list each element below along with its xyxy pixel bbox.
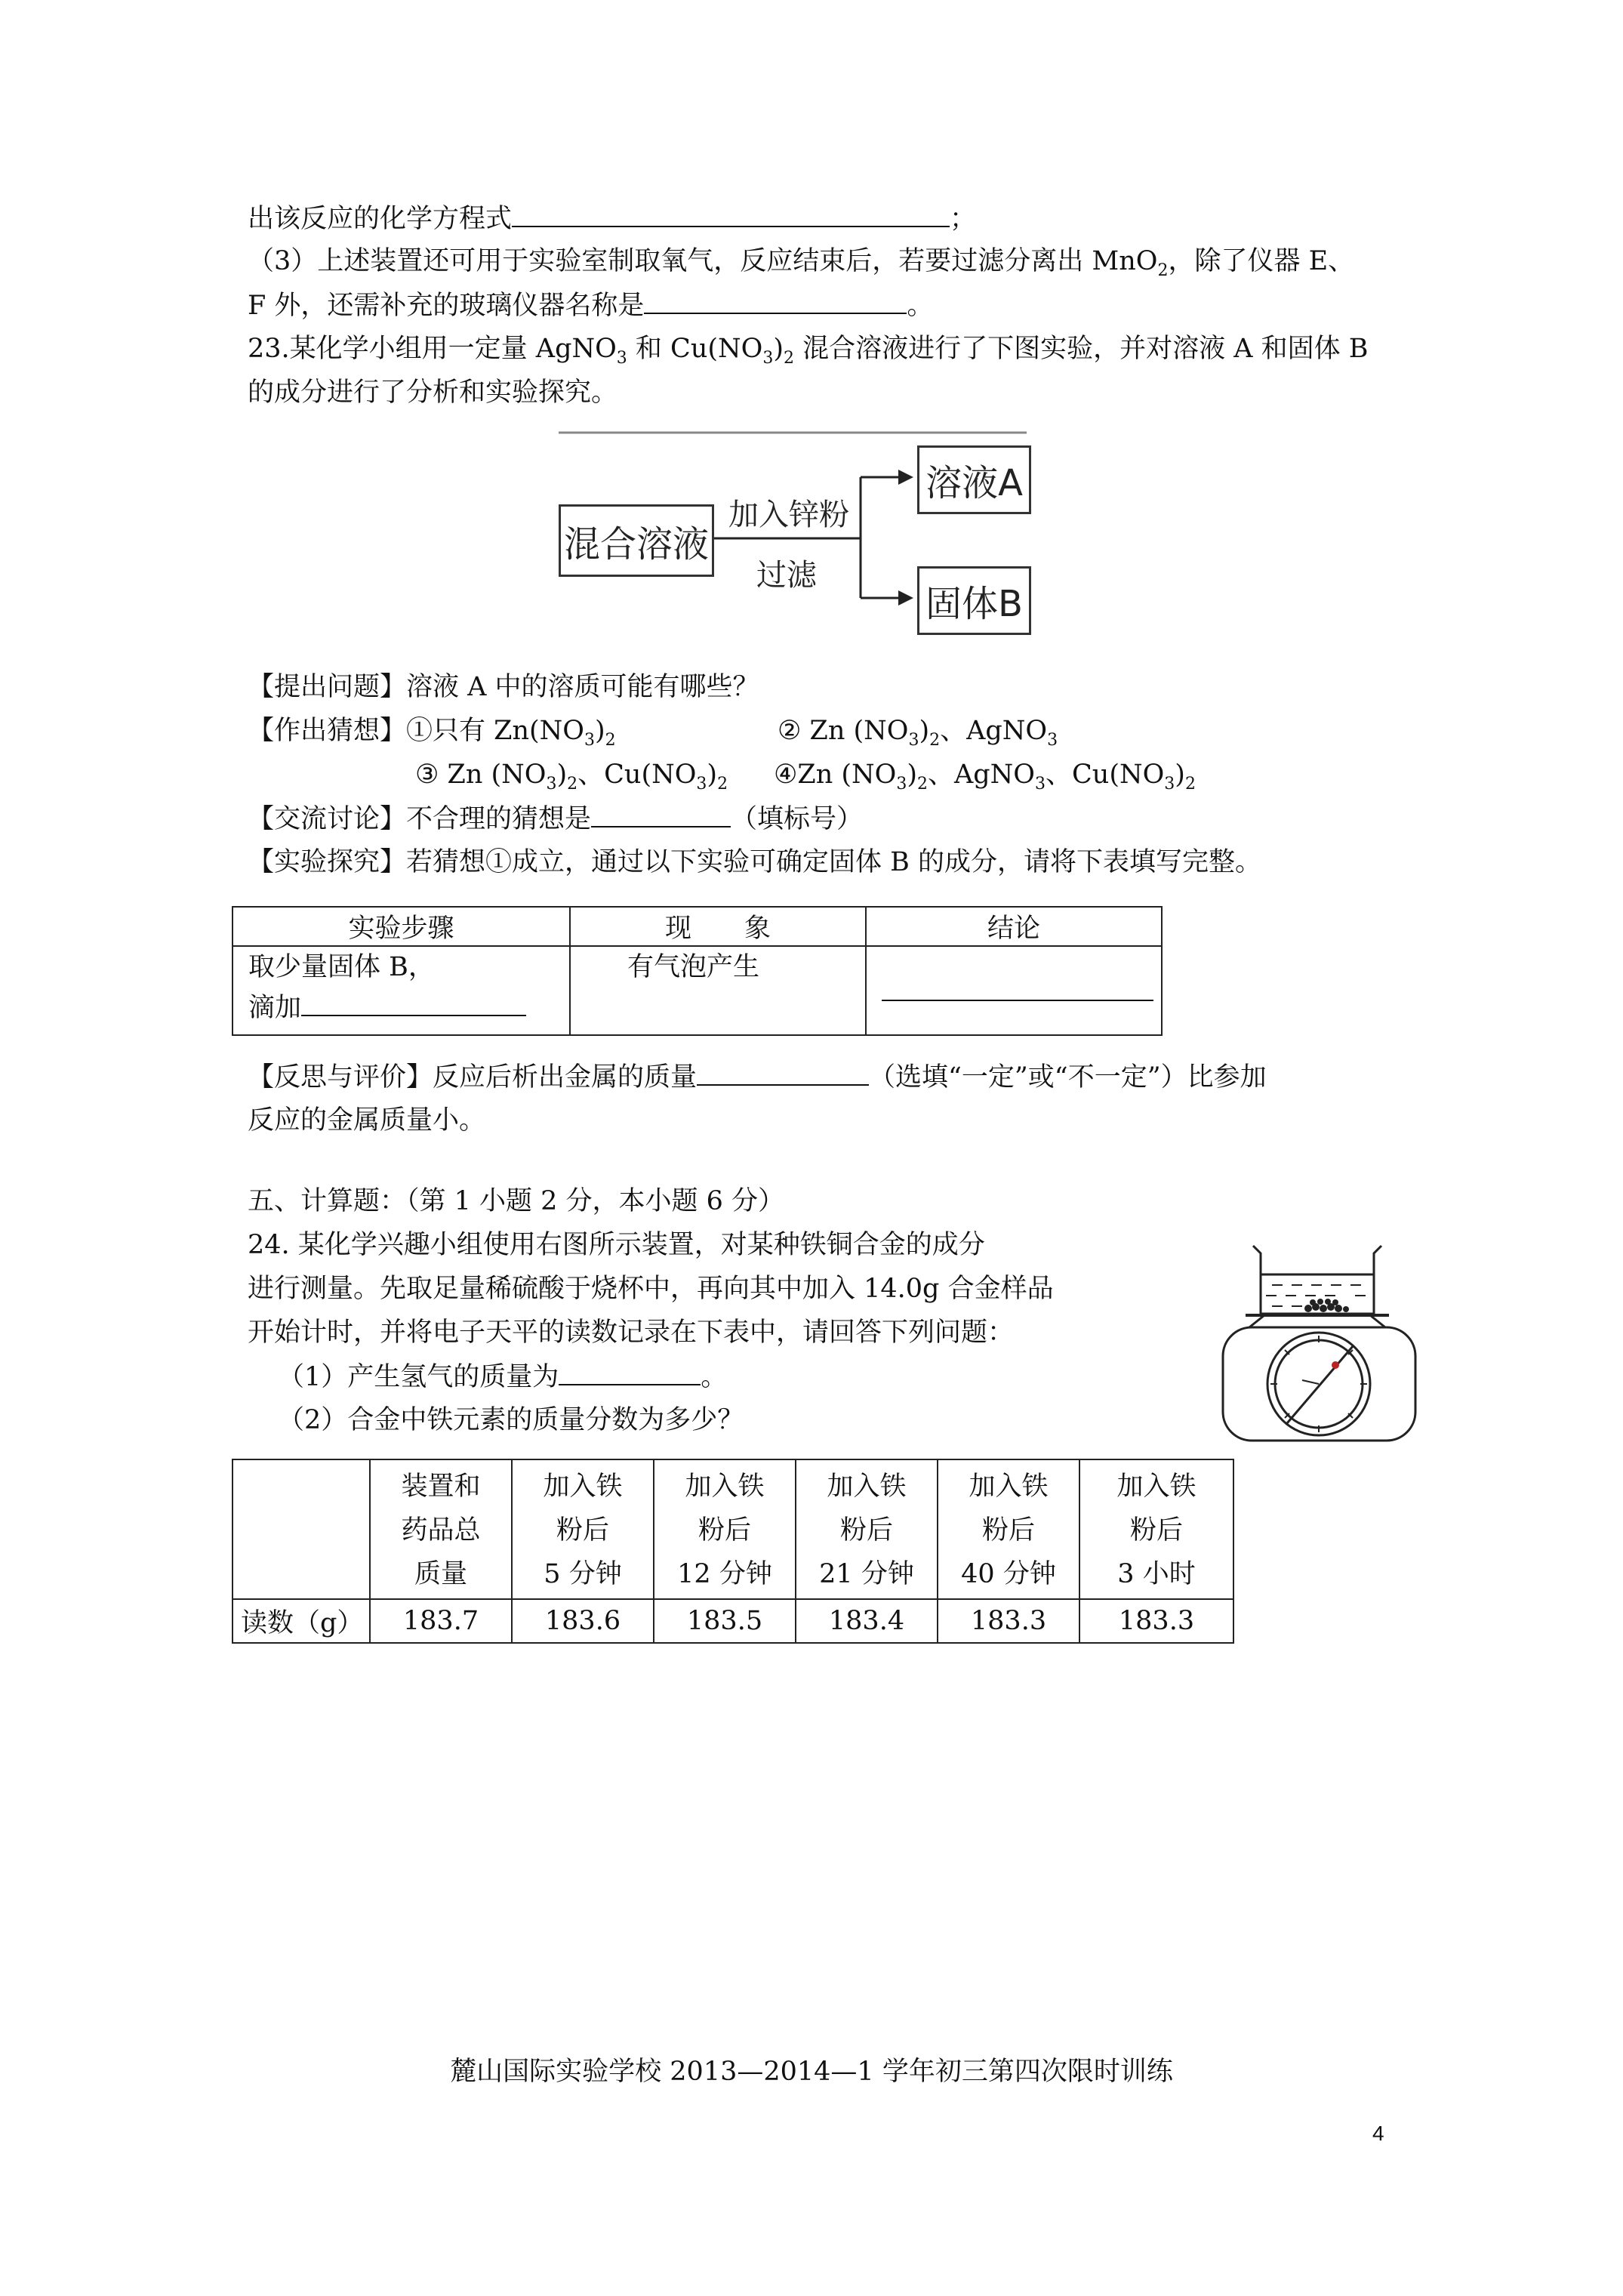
reading-value: 183.5 bbox=[654, 1599, 796, 1643]
reading-row-label: 读数（g） bbox=[233, 1599, 370, 1643]
q24-sub2: （2）合金中铁元素的质量分数为多少？ bbox=[278, 1405, 744, 1435]
q23-intro-line1: 23.某化学小组用一定量 AgNO$_3$ 和 $Cu(NO_3)_2$ 混合溶液进行了下图实验，并对溶液 A 和固体 B bbox=[248, 334, 1369, 368]
guess-line1: 【作出猜想】①只有 $Zn(NO_3)_2$ bbox=[248, 716, 616, 750]
filter-label: 过滤 bbox=[756, 558, 817, 593]
header-phenomenon: 现 象 bbox=[570, 907, 866, 946]
solution-a-box: 溶液A bbox=[917, 445, 1031, 514]
reflect-line2: 反应的金属质量小。 bbox=[248, 1105, 486, 1136]
balance-beaker-figure bbox=[1219, 1231, 1423, 1450]
reading-value: 183.6 bbox=[512, 1599, 654, 1643]
header-step: 实验步骤 bbox=[233, 907, 570, 946]
reading-value: 183.4 bbox=[796, 1599, 938, 1643]
explore-line: 【实验探究】若猜想①成立，通过以下实验可确定固体 B 的成分，请将下表填写完整。 bbox=[248, 847, 1261, 877]
q22-line2: （3）上述装置还可用于实验室制取氧气，反应结束后，若要过滤分离出 MnO$_2$，除了仪器 E、 bbox=[248, 246, 1355, 280]
step-text: 取少量固体 B， bbox=[248, 952, 435, 982]
header-conclusion: 结论 bbox=[866, 907, 1162, 946]
raise-question: 【提出问题】溶液 A 中的溶质可能有哪些？ bbox=[248, 672, 759, 702]
header-col-4: 加入铁 粉后 40 分钟 bbox=[938, 1459, 1079, 1599]
q22-line1: 出该反应的化学方程式 ； bbox=[248, 200, 976, 237]
glass-instrument-blank[interactable] bbox=[644, 287, 907, 314]
reflect-blank[interactable] bbox=[697, 1059, 869, 1086]
unreasonable-guess-blank[interactable] bbox=[591, 800, 731, 827]
guess-2: ② Zn $(NO_3)_2$、AgNO$_3$ bbox=[778, 716, 1058, 750]
reagent-blank[interactable] bbox=[301, 989, 526, 1016]
header-col-0: 装置和 药品总 质量 bbox=[370, 1459, 512, 1599]
q24-sub1: （1）产生氢气的质量为 。 bbox=[278, 1358, 727, 1395]
reading-value: 183.3 bbox=[938, 1599, 1079, 1643]
discussion-line: 【交流讨论】不合理的猜想是 （填标号） bbox=[248, 800, 863, 837]
section-five-title: 五、计算题：（第 1 小题 2 分，本小题 6 分） bbox=[248, 1186, 785, 1216]
header-col-5: 加入铁 粉后 3 小时 bbox=[1079, 1459, 1233, 1599]
q24-line1: 24. 某化学兴趣小组使用右图所示装置，对某种铁铜合金的成分 bbox=[248, 1230, 985, 1260]
page-number: 4 bbox=[1372, 2122, 1384, 2145]
guess-3: ③ Zn $(NO_3)_2$、$Cu(NO_3)_2$ bbox=[415, 760, 728, 794]
header-col-3: 加入铁 粉后 21 分钟 bbox=[796, 1459, 938, 1599]
reading-value: 183.7 bbox=[370, 1599, 512, 1643]
q24-line3: 开始计时，并将电子天平的读数记录在下表中，请回答下列问题： bbox=[248, 1318, 1015, 1348]
step-cell bbox=[233, 946, 570, 1035]
equation-blank[interactable] bbox=[512, 200, 950, 227]
mixed-solution-box: 混合溶液 bbox=[559, 504, 714, 577]
drop-label: 滴加 bbox=[248, 993, 302, 1023]
header-col-2: 加入铁 粉后 12 分钟 bbox=[654, 1459, 796, 1599]
hydrogen-mass-blank[interactable] bbox=[559, 1358, 701, 1385]
conclusion-blank[interactable] bbox=[882, 1000, 1153, 1001]
flow-diagram bbox=[559, 430, 1030, 638]
q22-line3: F 外，还需补充的玻璃仪器名称是 。 bbox=[248, 287, 933, 324]
reflect-line1: 【反思与评价】反应后析出金属的质量 （选填“一定”或“不一定”）比参加 bbox=[248, 1059, 1267, 1096]
balance-reading-table bbox=[232, 1459, 1234, 1644]
experiment-table bbox=[232, 906, 1163, 1036]
reading-value: 183.3 bbox=[1079, 1599, 1233, 1643]
header-col-1: 加入铁 粉后 5 分钟 bbox=[512, 1459, 654, 1599]
table-corner-cell bbox=[233, 1459, 370, 1599]
solid-b-box: 固体B bbox=[917, 566, 1031, 635]
q24-line2: 进行测量。先取足量稀硫酸于烧杯中，再向其中加入 14.0g 合金样品 bbox=[248, 1274, 1054, 1304]
guess-4: ④Zn $(NO_3)_2$、AgNO$_3$、$Cu(NO_3)_2$ bbox=[774, 760, 1196, 794]
add-zinc-label: 加入锌粉 bbox=[728, 498, 849, 532]
footer-school: 麓山国际实验学校 2013—2014—1 学年初三第四次限时训练 bbox=[450, 2057, 1173, 2087]
phenomenon-cell: 有气泡产生 bbox=[570, 946, 866, 1035]
conclusion-cell bbox=[866, 946, 1162, 1035]
q23-intro-line2: 的成分进行了分析和实验探究。 bbox=[248, 378, 618, 408]
